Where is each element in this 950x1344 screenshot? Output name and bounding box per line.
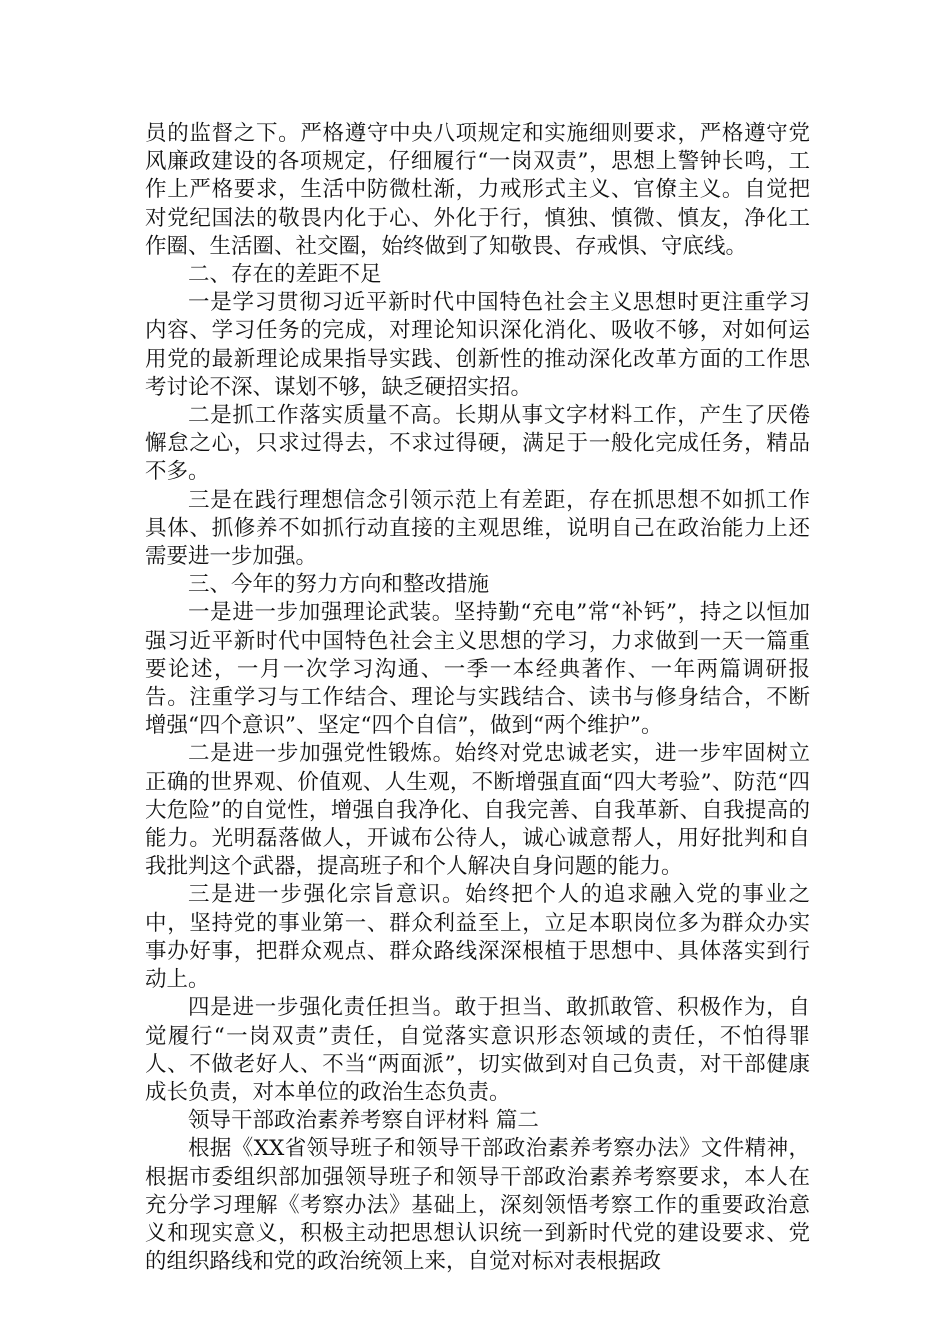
paragraph-continuation: 员的监督之下。严格遵守中央八项规定和实施细则要求，严格遵守党风廉政建设的各项规定，仔细履行“一岗双责”，思想上警钟长鸣，工作上严格要求，生活中防微杜渐，力戒形式主义、官僚主义。自觉把对党纪国法的敬畏内化于心、外化于行，慎独、慎微、慎友，净化工作圈、生活圈、社交圈，始终做到了知敬畏、存戒惧、守底线。: [145, 121, 810, 259]
paragraph-measure-1: 一是进一步加强理论武装。坚持勤“充电”常“补钙”，持之以恒加强习近平新时代中国特色社会主义思想的学习，力求做到一天一篇重要论述，一月一次学习沟通、一季一本经典著作、一年两篇调研报告。注重学习与工作结合、理论与实践结合、读书与修身结合，不断增强“四个意识”、坚定“四个自信”，做到“两个维护”。: [145, 600, 810, 739]
paragraph-part-two-intro: 根据《XX省领导班子和领导干部政治素养考察办法》文件精神，根据市委组织部加强领导班子和领导干部政治素养考察要求，本人在充分学习理解《考察办法》基础上，深刻领悟考察工作的重要政治意义和现实意义，积极主动把思想认识统一到新时代党的建设要求、党的组织路线和党的政治统领上来，自觉对标对表根据政: [145, 1136, 810, 1275]
paragraph-gap-3: 三是在践行理想信念引领示范上有差距，存在抓思想不如抓工作具体、抓修养不如抓行动直接的主观思维，说明自己在政治能力上还需要进一步加强。: [145, 487, 810, 570]
document-body: [145, 120, 810, 1276]
paragraph-gap-2: 二是抓工作落实质量不高。长期从事文字材料工作，产生了厌倦懈怠之心，只求过得去，不求过得硬，满足于一般化完成任务，精品不多。: [145, 403, 810, 485]
paragraph-gap-1: 一是学习贯彻习近平新时代中国特色社会主义思想时更注重学习内容、学习任务的完成，对理论知识深化消化、吸收不够，对如何运用党的最新理论成果指导实践、创新性的推动深化改革方面的工作思考讨论不深、谋划不够，缺乏硬招实招。: [145, 290, 810, 400]
section-heading-measures: 三、今年的努力方向和整改措施: [188, 572, 490, 598]
paragraph-measure-2: 二是进一步加强党性锻炼。始终对党忠诚老实，进一步牢固树立正确的世界观、价值观、人生观，不断增强直面“四大考验”、防范“四大危险”的自觉性，增强自我净化、自我完善、自我革新、自我提高的能力。光明磊落做人，开诚布公待人，诚心诚意帮人，用好批判和自我批判这个武器，提高班子和个人解决自身问题的能力。: [145, 741, 810, 880]
paragraph-measure-4: 四是进一步强化责任担当。敢于担当、敢抓敢管、积极作为，自觉履行“一岗双责”责任，自觉落实意识形态领域的责任，不怕得罪人、不做老好人、不当“两面派”，切实做到对自己负责，对干部健康成长负责，对本单位的政治生态负责。: [145, 995, 810, 1105]
section-heading-gaps: 二、存在的差距不足: [188, 262, 382, 288]
paragraph-measure-3: 三是进一步强化宗旨意识。始终把个人的追求融入党的事业之中，坚持党的事业第一、群众利益至上，立足本职岗位多为群众办实事办好事，把群众观点、群众路线深深根植于思想中、具体落实到行动上。: [145, 882, 810, 993]
part-two-title: 领导干部政治素养考察自评材料 篇二: [188, 1108, 539, 1134]
